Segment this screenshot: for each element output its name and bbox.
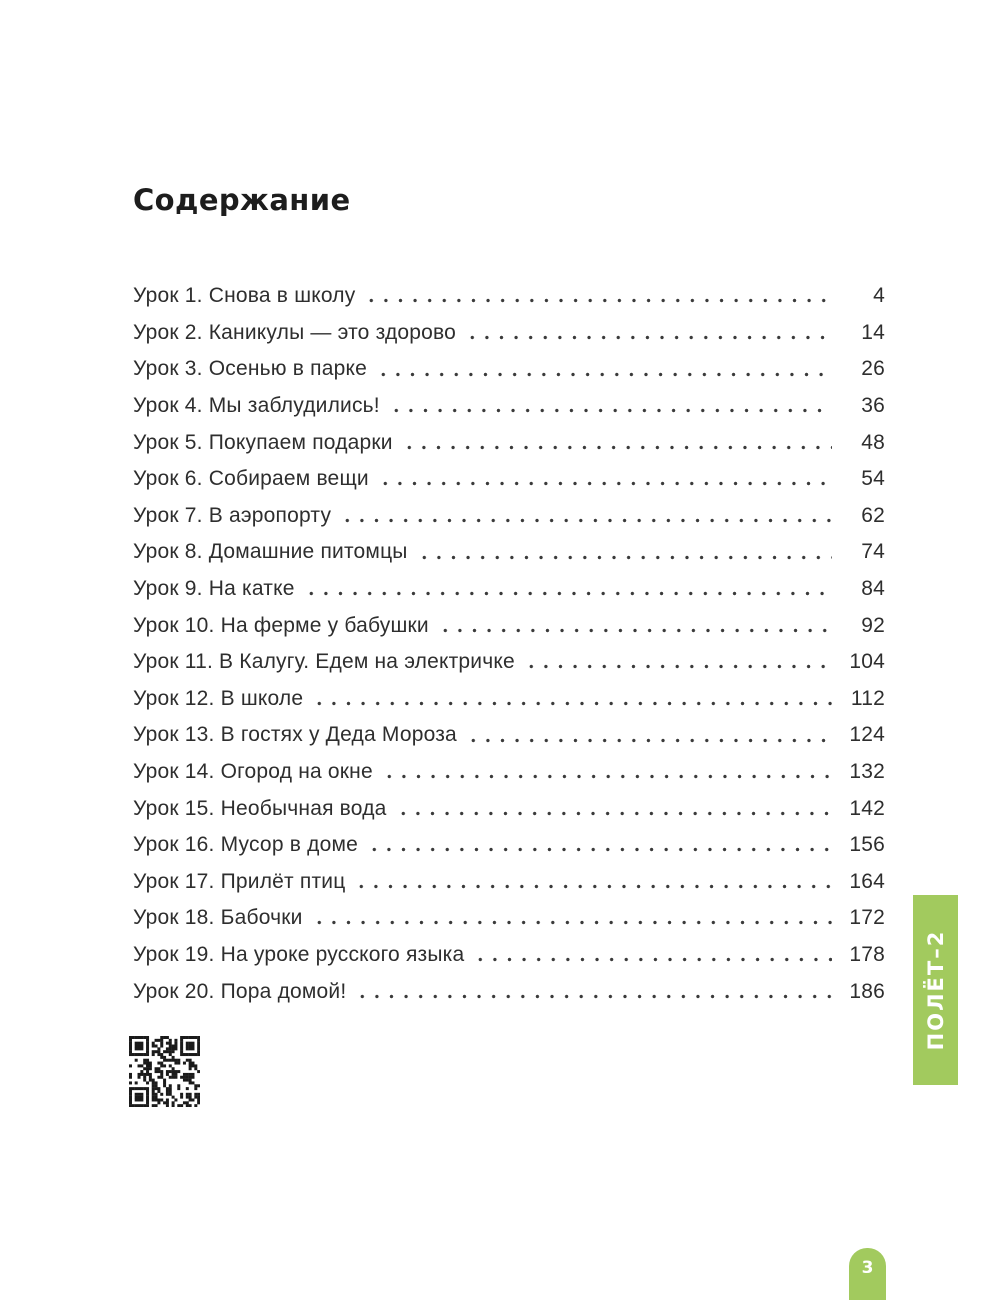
side-tab [913, 895, 958, 1085]
toc-entry-page: 36 [861, 394, 885, 418]
toc-entry-page: 4 [873, 284, 885, 308]
toc-entry-label: Урок 3. Осенью в парке [133, 357, 367, 381]
dot-leader [402, 424, 832, 461]
dot-leader [382, 754, 832, 791]
toc-entry-label: Урок 7. В аэропорту [133, 503, 332, 527]
toc-entry-label: Урок 10. На ферме у бабушки [133, 613, 429, 637]
qr-code-icon [129, 1036, 200, 1107]
toc-entry [133, 534, 885, 571]
dot-leader [417, 534, 832, 571]
toc-entry-label: Урок 11. В Калугу. Едем на электричке [133, 650, 515, 674]
toc-entry-page: 156 [849, 833, 885, 857]
toc-entry-label: Урок 2. Каникулы — это здорово [133, 320, 457, 344]
toc-entry-page: 26 [861, 357, 885, 381]
toc-entry [133, 424, 885, 461]
toc-entry [133, 351, 885, 388]
toc-entry [133, 973, 885, 1010]
toc-entry [133, 461, 885, 498]
toc-entry-page: 124 [849, 723, 885, 747]
toc-entry-page: 54 [861, 467, 885, 491]
toc-entry-label: Урок 13. В гостях у Деда Мороза [133, 723, 457, 747]
dot-leader [378, 461, 832, 498]
toc-entry-page: 48 [861, 430, 885, 454]
dot-leader [466, 717, 832, 754]
dot-leader [354, 864, 832, 901]
dot-leader [367, 827, 832, 864]
dot-leader [304, 571, 832, 608]
toc-entry [133, 790, 885, 827]
dot-leader [524, 644, 832, 681]
dot-leader [364, 278, 832, 315]
toc-entry [133, 315, 885, 352]
toc-entry-label: Урок 1. Снова в школу [133, 284, 356, 308]
toc-entry-label: Урок 14. Огород на окне [133, 760, 373, 784]
toc-entry-page: 112 [850, 686, 885, 710]
toc-entry-page: 104 [849, 650, 885, 674]
toc-entry-page: 84 [861, 577, 885, 601]
toc-entry-label: Урок 12. В школе [133, 686, 304, 710]
toc-entry-page: 62 [861, 503, 885, 527]
toc-entry [133, 607, 885, 644]
toc-entry-label: Урок 4. Мы заблудились! [133, 394, 380, 418]
toc-entry [133, 900, 885, 937]
toc-entry [133, 681, 885, 718]
toc-entry-label: Урок 18. Бабочки [133, 906, 303, 930]
toc-entry-label: Урок 6. Собираем вещи [133, 467, 369, 491]
toc-entry-page: 164 [849, 869, 885, 893]
toc-entry-label: Урок 15. Необычная вода [133, 796, 387, 820]
toc-entry [133, 498, 885, 535]
toc-entry-label: Урок 5. Покупаем подарки [133, 430, 393, 454]
dot-leader [438, 607, 832, 644]
toc-entry-page: 92 [861, 613, 885, 637]
dot-leader [396, 790, 832, 827]
toc-entry-page: 178 [849, 942, 885, 966]
dot-leader [312, 900, 832, 937]
toc-entry-label: Урок 16. Мусор в доме [133, 833, 358, 857]
dot-leader [389, 388, 832, 425]
toc-entry [133, 864, 885, 901]
toc-entry-label: Урок 20. Пора домой! [133, 979, 347, 1003]
toc-entry-page: 132 [849, 760, 885, 784]
dot-leader [465, 315, 832, 352]
toc-entry [133, 754, 885, 791]
toc-entry-label: Урок 19. На уроке русского языка [133, 942, 465, 966]
dot-leader [376, 351, 832, 388]
toc-entry-label: Урок 8. Домашние питомцы [133, 540, 408, 564]
dot-leader [312, 681, 832, 718]
toc-entry-page: 14 [861, 320, 885, 344]
side-tab-label: ПОЛЁТ–2 [923, 929, 948, 1051]
page-number-badge: 3 [849, 1248, 886, 1300]
toc-entry [133, 278, 885, 315]
toc-entry [133, 571, 885, 608]
toc-entry-page: 74 [861, 540, 885, 564]
toc-entry-page: 186 [849, 979, 885, 1003]
dot-leader [473, 937, 832, 974]
toc-entry-label: Урок 17. Прилёт птиц [133, 869, 346, 893]
toc-entry [133, 388, 885, 425]
toc-entry [133, 717, 885, 754]
toc-entry [133, 937, 885, 974]
toc-entry-page: 172 [849, 906, 885, 930]
toc-entry [133, 827, 885, 864]
toc-entry-label: Урок 9. На катке [133, 577, 295, 601]
toc-entry [133, 644, 885, 681]
toc-entry-page: 142 [849, 796, 885, 820]
page-title: Содержание [133, 183, 351, 217]
dot-leader [355, 973, 832, 1010]
toc-list [133, 278, 885, 1010]
dot-leader [340, 498, 832, 535]
